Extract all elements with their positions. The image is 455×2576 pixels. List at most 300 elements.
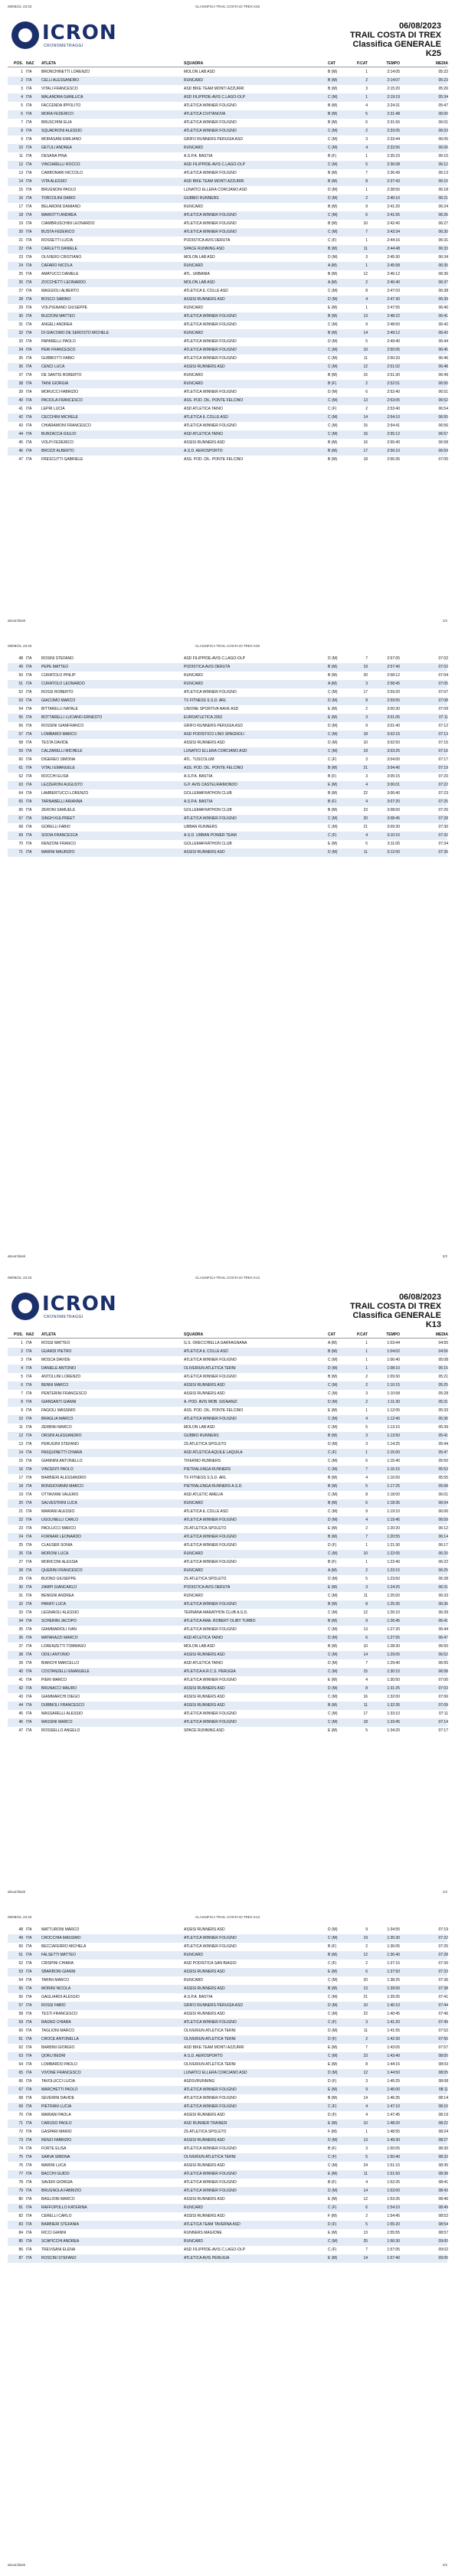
squadra-cell: ATLETICA AMA. ROBERT OLIBY TURBO bbox=[184, 1619, 256, 1623]
pos-cell: 21 bbox=[18, 1509, 23, 1514]
media-cell: 08:27 bbox=[438, 2138, 448, 2143]
pos-cell: 68 bbox=[18, 825, 23, 829]
tempo-cell: 1:35:30 bbox=[387, 1936, 400, 1940]
squadra-cell: ATLETICA WINNER FOLIGNO bbox=[184, 103, 237, 108]
naz-cell: ITA bbox=[26, 1358, 32, 1362]
squadra-cell: ASSISI RUNNERS ASD bbox=[184, 2138, 225, 2143]
pos-cell: 63 bbox=[18, 2054, 23, 2058]
tempo-cell: 1:10:58 bbox=[387, 1391, 400, 1396]
naz-cell: ITA bbox=[26, 2104, 32, 2109]
column-header bbox=[8, 61, 447, 67]
cat-cell: A (M) bbox=[328, 1568, 337, 1573]
squadra-cell: ASSISI RUNNERS ASD bbox=[184, 1686, 225, 1691]
pos-cell: 61 bbox=[18, 2037, 23, 2042]
squadra-cell: ASS. POD. DIL. PONTE FELCINO bbox=[184, 766, 244, 770]
atleta-cell: DI GIACOMO DE SEROSTO MICHELE bbox=[41, 331, 110, 335]
atleta-cell: QUERINI FRANCESCO bbox=[41, 1568, 83, 1573]
atleta-cell: BUZZONI MATTEO bbox=[41, 314, 75, 319]
pcat-cell: 8 bbox=[365, 1602, 368, 1607]
pcat-cell: 4 bbox=[365, 799, 368, 804]
table-row bbox=[8, 1533, 447, 1541]
media-cell: 06:57 bbox=[438, 432, 448, 436]
pos-cell: 4 bbox=[21, 95, 23, 100]
cat-cell: B (F) bbox=[328, 2180, 337, 2185]
race-distance: K25 bbox=[425, 49, 441, 58]
naz-cell: ITA bbox=[26, 2062, 32, 2067]
pcat-cell: 8 bbox=[365, 1492, 368, 1497]
naz-cell: ITA bbox=[26, 1644, 32, 1649]
naz-cell: ITA bbox=[26, 1560, 32, 1564]
media-cell: 08:57 bbox=[438, 2231, 448, 2235]
table-row bbox=[8, 2069, 447, 2077]
pcat-cell: 10 bbox=[363, 2121, 368, 2126]
squadra-cell: ATLETICA WINNER FOLIGNO bbox=[184, 1358, 237, 1362]
tempo-cell: 2:56:35 bbox=[387, 457, 400, 462]
squadra-cell: A.S.P.A. BASTIA bbox=[184, 799, 213, 804]
media-cell: 06:34 bbox=[438, 255, 448, 260]
atleta-cell: BOSCO SABINO bbox=[41, 297, 71, 302]
table-row bbox=[8, 380, 447, 388]
naz-cell: ITA bbox=[26, 1703, 32, 1708]
media-cell: 08:14 bbox=[438, 2096, 448, 2100]
tempo-cell: 1:36:05 bbox=[387, 1944, 400, 1949]
tempo-cell: 1:50:05 bbox=[387, 2146, 400, 2151]
tempo-cell: 2:43:34 bbox=[387, 230, 400, 234]
naz-cell: ITA bbox=[26, 1686, 32, 1691]
pcat-cell: 1 bbox=[365, 1450, 368, 1455]
cat-cell: D (F) bbox=[328, 2037, 337, 2042]
squadra-cell: MOLON LAB ASD bbox=[184, 70, 215, 74]
tempo-cell: 2:33:05 bbox=[387, 129, 400, 133]
pos-cell: 5 bbox=[21, 103, 23, 108]
tempo-cell: 2:38:56 bbox=[387, 188, 400, 192]
pos-cell: 25 bbox=[18, 272, 23, 276]
table-row bbox=[8, 1710, 447, 1718]
media-cell: 07:14 bbox=[438, 1720, 448, 1724]
cat-cell: D (M) bbox=[328, 724, 338, 728]
atleta-cell: GIAMMARCHI DIEGO bbox=[41, 1695, 80, 1699]
atleta-cell: DIGEREO SIMONA bbox=[41, 757, 76, 762]
naz-cell: ITA bbox=[26, 1636, 32, 1640]
pos-cell: 64 bbox=[18, 2062, 23, 2067]
pos-cell: 19 bbox=[18, 221, 23, 226]
media-cell: 07:07 bbox=[438, 690, 448, 695]
cat-cell: C (M) bbox=[328, 1417, 338, 1421]
tempo-cell: 3:05:15 bbox=[387, 774, 400, 779]
tempo-cell: 3:08:45 bbox=[387, 816, 400, 821]
tempo-cell: 1:53:00 bbox=[387, 2189, 400, 2193]
pcat-cell: 2 bbox=[365, 129, 368, 133]
media-cell: 05:44 bbox=[438, 1442, 448, 1447]
pcat-cell: 16 bbox=[363, 1695, 368, 1699]
squadra-cell: RUNCARD bbox=[184, 1594, 203, 1598]
squadra-cell: RUNCARD bbox=[184, 2205, 203, 2210]
atleta-cell: LAMBERTUCCI LORENZO bbox=[41, 791, 89, 796]
pcat-cell: 1 bbox=[365, 306, 368, 310]
pos-cell: 24 bbox=[18, 1535, 23, 1539]
pos-cell: 48 bbox=[18, 656, 23, 661]
table-row bbox=[8, 1993, 447, 2002]
tempo-cell: 3:01:40 bbox=[387, 724, 400, 728]
atleta-cell: SBARBONI GIANNI bbox=[41, 1970, 76, 1974]
pos-cell: 37 bbox=[18, 1644, 23, 1649]
naz-cell: ITA bbox=[26, 1501, 32, 1505]
tempo-cell: 1:34:55 bbox=[387, 1927, 400, 1932]
tempo-cell: 2:52:40 bbox=[387, 390, 400, 394]
cat-cell: E (M) bbox=[328, 1526, 338, 1531]
tempo-cell: 2:47:30 bbox=[387, 297, 400, 302]
table-row bbox=[8, 705, 447, 714]
pos-cell: 28 bbox=[18, 297, 23, 302]
cat-cell: C (M) bbox=[328, 749, 338, 754]
media-cell: 05:26 bbox=[438, 87, 448, 91]
table-row bbox=[8, 739, 447, 747]
atleta-cell: PERUGINI STEFANO bbox=[41, 1442, 79, 1447]
squadra-cell: ATLETICA WINNER FOLIGNO bbox=[184, 213, 237, 217]
pos-cell: 42 bbox=[18, 1686, 23, 1691]
pcat-cell: 15 bbox=[363, 373, 368, 378]
pos-cell: 61 bbox=[18, 766, 23, 770]
squadra-cell: ATLETICA WINNER FOLIGNO bbox=[184, 348, 237, 352]
pos-cell: 30 bbox=[18, 314, 23, 319]
naz-cell: ITA bbox=[26, 1484, 32, 1489]
atleta-cell: UGOLINELLI CARLO bbox=[41, 1518, 79, 1522]
table-row bbox=[8, 2077, 447, 2086]
atleta-cell: CARBONARI NICCOLO bbox=[41, 171, 83, 175]
naz-cell: ITA bbox=[26, 289, 32, 293]
tempo-cell: 3:06:01 bbox=[387, 783, 400, 787]
cat-cell: D (F) bbox=[328, 2079, 337, 2084]
table-row bbox=[8, 798, 447, 806]
atleta-cell: VINCENTI PAOLO bbox=[41, 1467, 74, 1472]
cat-cell: C (M) bbox=[328, 1652, 338, 1657]
tempo-cell: 2:36:08 bbox=[387, 162, 400, 167]
squadra-cell: 2S ATLETICA SPOLETO bbox=[184, 1442, 227, 1447]
table-row bbox=[8, 2204, 447, 2212]
atleta-cell: GIACOMO MARCO bbox=[41, 698, 76, 703]
logo-brand: ICRON bbox=[42, 21, 117, 44]
media-cell: 07:00 bbox=[438, 1678, 448, 1682]
naz-cell: ITA bbox=[26, 162, 32, 167]
naz-cell: ITA bbox=[26, 196, 32, 201]
media-cell: 08:33 bbox=[438, 2155, 448, 2159]
pos-cell: 31 bbox=[18, 322, 23, 327]
naz-cell: ITA bbox=[26, 682, 32, 686]
media-cell: 07:20 bbox=[438, 774, 448, 779]
pcat-cell: 6 bbox=[365, 390, 368, 394]
tempo-cell: 2:56:10 bbox=[387, 449, 400, 453]
squadra-cell: ASD BIKE TEAM MONTI AZZURRI bbox=[184, 179, 244, 184]
squadra-cell: ATLETICA WINNER FOLIGNO bbox=[184, 2180, 237, 2185]
atleta-cell: MORASANI EMILIANO bbox=[41, 137, 81, 142]
squadra-cell: SPACE RUNNING ASD bbox=[184, 247, 224, 251]
table-row bbox=[8, 1348, 447, 1356]
tempo-cell: 1:36:40 bbox=[387, 1953, 400, 1957]
tempo-cell: 1:23:15 bbox=[387, 1568, 400, 1573]
cat-cell: B (M) bbox=[328, 440, 338, 445]
tempo-cell: 1:37:15 bbox=[387, 1961, 400, 1966]
tempo-cell: 1:42:30 bbox=[387, 2037, 400, 2042]
tempo-cell: 2:49:40 bbox=[387, 339, 400, 344]
pcat-cell: 5 bbox=[365, 1577, 368, 1581]
cat-cell: B (M) bbox=[328, 1619, 338, 1623]
tempo-cell: 3:12:00 bbox=[387, 850, 400, 855]
tempo-cell: 2:33:56 bbox=[387, 145, 400, 150]
naz-cell: ITA bbox=[26, 1661, 32, 1666]
media-cell: 05:39 bbox=[438, 1425, 448, 1430]
pcat-cell: 7 bbox=[365, 1467, 368, 1472]
media-cell: 05:21 bbox=[438, 1375, 448, 1379]
naz-cell: ITA bbox=[26, 2247, 32, 2252]
pos-cell: 55 bbox=[18, 715, 23, 720]
naz-cell: ITA bbox=[26, 129, 32, 133]
media-cell: 06:13 bbox=[438, 171, 448, 175]
naz-cell: ITA bbox=[26, 1526, 32, 1531]
squadra-cell: SPACE RUNNING ASD bbox=[184, 1728, 224, 1733]
cat-cell: E (M) bbox=[328, 2045, 338, 2050]
media-cell: 05:47 bbox=[438, 103, 448, 108]
squadra-cell: G.S. ORECCHIELLA GARFAGNANA bbox=[184, 1341, 247, 1345]
naz-cell: ITA bbox=[26, 440, 32, 445]
table-row bbox=[8, 2128, 447, 2136]
cat-cell: B (M) bbox=[328, 120, 338, 125]
pos-cell: 13 bbox=[18, 171, 23, 175]
naz-cell: ITA bbox=[26, 449, 32, 453]
naz-cell: ITA bbox=[26, 757, 32, 762]
atleta-cell: CAFARO NICOLA bbox=[41, 263, 73, 268]
media-cell: 05:23 bbox=[438, 78, 448, 83]
pcat-cell: 14 bbox=[363, 2189, 368, 2193]
cat-cell: C (M) bbox=[328, 348, 338, 352]
atleta-cell: SEVERINI DAVIDE bbox=[41, 2096, 74, 2100]
pcat-cell: 3 bbox=[365, 2146, 368, 2151]
tempo-cell: 1:46:35 bbox=[387, 2096, 400, 2100]
atleta-cell: FAGIOLI MASSIMO bbox=[41, 1408, 76, 1413]
atleta-cell: FRESCUTTI GABRIELE bbox=[41, 457, 83, 462]
pcat-cell: 25 bbox=[363, 2239, 368, 2244]
tempo-cell: 1:49:30 bbox=[387, 2138, 400, 2143]
squadra-cell: OLIVERIUN ATLETICA TERNI bbox=[184, 2062, 236, 2067]
squadra-cell: ATLETICA WINNER FOLIGNO bbox=[184, 1560, 237, 1564]
media-cell: 09:05 bbox=[438, 2256, 448, 2261]
media-cell: 06:01 bbox=[438, 1492, 448, 1497]
pcat-cell: 14 bbox=[363, 2096, 368, 2100]
tempo-cell: 1:26:10 bbox=[387, 1610, 400, 1615]
results-table bbox=[8, 655, 447, 857]
squadra-cell: ASSISI RUNNERS ASD bbox=[184, 1383, 225, 1388]
atleta-cell: BENNI MARCO bbox=[41, 1383, 69, 1388]
pos-cell: 51 bbox=[18, 682, 23, 686]
naz-cell: ITA bbox=[26, 95, 32, 100]
naz-cell: ITA bbox=[26, 1535, 32, 1539]
squadra-cell: ASSISI RUNNERS ASD bbox=[184, 2214, 225, 2218]
atleta-cell: ROSCINI STEFANO bbox=[41, 2256, 77, 2261]
naz-cell: ITA bbox=[26, 272, 32, 276]
tempo-cell: 1:19:45 bbox=[387, 1518, 400, 1522]
naz-cell: ITA bbox=[26, 1577, 32, 1581]
naz-cell: ITA bbox=[26, 103, 32, 108]
cat-cell: C (F) bbox=[328, 2020, 337, 2025]
pos-cell: 45 bbox=[18, 1711, 23, 1716]
atleta-cell: LEPRI LUCIA bbox=[41, 407, 65, 411]
pos-cell: 6 bbox=[21, 1383, 23, 1388]
atleta-cell: SCHERINI JACOPO bbox=[41, 1619, 77, 1623]
media-cell: 05:53 bbox=[438, 1467, 448, 1472]
squadra-cell: ATLETICA WINNER FOLIGNO bbox=[184, 171, 237, 175]
cat-cell: C (M) bbox=[328, 1467, 338, 1472]
media-cell: 08:03 bbox=[438, 2062, 448, 2067]
squadra-cell: ASSISI RUNNERS ASD bbox=[184, 1391, 225, 1396]
pos-cell: 23 bbox=[18, 255, 23, 260]
squadra-cell: ASD BIKE TEAM MONTI AZZURRI bbox=[184, 2045, 244, 2050]
atleta-cell: CECCHINI MICHELE bbox=[41, 415, 78, 420]
table-row bbox=[8, 1365, 447, 1373]
table-row bbox=[8, 1432, 447, 1440]
pos-cell: 40 bbox=[18, 398, 23, 403]
naz-cell: ITA bbox=[26, 2163, 32, 2168]
pos-cell: 26 bbox=[18, 280, 23, 285]
cat-cell: C (M) bbox=[328, 137, 338, 142]
table-row bbox=[8, 2212, 447, 2221]
cat-cell: D (M) bbox=[328, 656, 338, 661]
atleta-cell: FORTE ELISA bbox=[41, 2146, 67, 2151]
atleta-cell: CELLI ALESSANDRO bbox=[41, 78, 80, 83]
media-cell: 05:31 bbox=[438, 1400, 448, 1404]
atleta-cell: OTTAVIANI VALERIO bbox=[41, 1492, 79, 1497]
naz-cell: ITA bbox=[26, 2231, 32, 2235]
tempo-cell: 1:18:00 bbox=[387, 1492, 400, 1497]
table-row bbox=[8, 1643, 447, 1651]
naz-cell: ITA bbox=[26, 707, 32, 711]
print-title: CLASSIFICA TRAIL COSTA DI TREX K13 bbox=[195, 1915, 260, 1919]
pos-cell: 24 bbox=[18, 263, 23, 268]
naz-cell: ITA bbox=[26, 280, 32, 285]
atleta-cell: BRUNACCI MAURO bbox=[41, 1686, 77, 1691]
cat-cell: C (M) bbox=[328, 213, 338, 217]
pos-cell: 38 bbox=[18, 381, 23, 386]
table-row bbox=[8, 2044, 447, 2052]
table-row bbox=[8, 1951, 447, 1960]
atleta-cell: FORNARI LEONARDO bbox=[41, 1535, 81, 1539]
tempo-cell: 1:30:15 bbox=[387, 1669, 400, 1674]
pcat-cell: 22 bbox=[363, 2012, 368, 2016]
media-cell: 05:15 bbox=[438, 1366, 448, 1371]
squadra-cell: RUNNERS MAGIONE bbox=[184, 2231, 222, 2235]
cat-cell: C (M) bbox=[328, 1610, 338, 1615]
cat-cell: B (M) bbox=[328, 247, 338, 251]
tempo-cell: 1:12:05 bbox=[387, 1408, 400, 1413]
naz-cell: ITA bbox=[26, 2138, 32, 2143]
pos-cell: 59 bbox=[18, 2020, 23, 2025]
pos-cell: 20 bbox=[18, 230, 23, 234]
table-row bbox=[8, 186, 447, 195]
squadra-cell: LUNATICI ELLERA CORCIANO ASD bbox=[184, 188, 247, 192]
atleta-cell: CROCE ANTONELLA bbox=[41, 2037, 79, 2042]
pcat-cell: 3 bbox=[365, 757, 368, 762]
cat-cell: D (F) bbox=[328, 2222, 337, 2227]
tempo-cell: 2:47:03 bbox=[387, 289, 400, 293]
pos-cell: 81 bbox=[18, 2205, 23, 2210]
tempo-cell: 1:34:20 bbox=[387, 1728, 400, 1733]
squadra-cell: RUNCARD bbox=[184, 331, 203, 335]
pcat-cell: 2 bbox=[365, 196, 368, 201]
cat-cell: B (M) bbox=[328, 171, 338, 175]
tempo-cell: 1:39:00 bbox=[387, 1986, 400, 1991]
atleta-cell: GAGLIARDI ALESSIO bbox=[41, 1995, 80, 1999]
cat-cell: D (M) bbox=[328, 1636, 338, 1640]
media-cell: 06:50 bbox=[438, 381, 448, 386]
table-row bbox=[8, 296, 447, 304]
col-atleta: ATLETA bbox=[41, 61, 56, 66]
media-cell: 08:49 bbox=[438, 2205, 448, 2210]
tempo-cell: 1:44:15 bbox=[387, 2062, 400, 2067]
pos-cell: 50 bbox=[18, 673, 23, 678]
naz-cell: ITA bbox=[26, 247, 32, 251]
squadra-cell: RUNCARD bbox=[184, 263, 203, 268]
atleta-cell: VINCIARELLI ROCCO bbox=[41, 162, 80, 167]
table-row bbox=[8, 1592, 447, 1600]
cat-cell: E (M) bbox=[328, 1970, 338, 1974]
tempo-cell: 2:54:41 bbox=[387, 423, 400, 428]
tempo-cell: 2:58:45 bbox=[387, 682, 400, 686]
pcat-cell: 15 bbox=[363, 423, 368, 428]
pos-cell: 9 bbox=[21, 137, 23, 142]
pcat-cell: 2 bbox=[365, 1526, 368, 1531]
media-cell: 07:11 bbox=[438, 715, 448, 720]
atleta-cell: MOSCA DAVIDE bbox=[41, 1358, 70, 1362]
media-cell: 05:22 bbox=[438, 70, 448, 74]
pos-cell: 65 bbox=[18, 799, 23, 804]
cat-cell: D (M) bbox=[328, 1442, 338, 1447]
media-cell: 07:28 bbox=[438, 1953, 448, 1957]
pcat-cell: 1 bbox=[365, 188, 368, 192]
table-row bbox=[8, 1373, 447, 1381]
tempo-cell: 3:00:30 bbox=[387, 707, 400, 711]
tempo-cell: 2:48:50 bbox=[387, 322, 400, 327]
pos-cell: 51 bbox=[18, 1953, 23, 1957]
squadra-cell: ATLETICA WINNER FOLIGNO bbox=[184, 339, 237, 344]
cat-cell: B (F) bbox=[328, 1944, 337, 1949]
atleta-cell: MARIANI ALESSIO bbox=[41, 1509, 75, 1514]
squadra-cell: EUROATLETICA 2002 bbox=[184, 715, 223, 720]
media-cell: 07:33 bbox=[438, 1970, 448, 1974]
squadra-cell: ATLETICA WINNER FOLIGNO bbox=[184, 390, 237, 394]
media-cell: 06:43 bbox=[438, 331, 448, 335]
pcat-cell: 3 bbox=[365, 137, 368, 142]
pos-cell: 15 bbox=[18, 188, 23, 192]
table-row bbox=[8, 1934, 447, 1943]
pos-cell: 73 bbox=[18, 2138, 23, 2143]
cat-cell: D (M) bbox=[328, 2003, 338, 2008]
media-cell: 07:44 bbox=[438, 2003, 448, 2008]
tempo-cell: 1:40:45 bbox=[387, 2012, 400, 2016]
squadra-cell: ATLETICA CIVITANOVA bbox=[184, 112, 226, 116]
media-cell: 06:49 bbox=[438, 373, 448, 378]
pcat-cell: 14 bbox=[363, 415, 368, 420]
pos-cell: 58 bbox=[18, 2012, 23, 2016]
print-url: about:blank bbox=[8, 1254, 26, 1258]
race-date: 06/08/2023 bbox=[398, 1293, 441, 1302]
pos-cell: 34 bbox=[18, 348, 23, 352]
table-row bbox=[8, 1634, 447, 1643]
atleta-cell: VITA ALESSIO bbox=[41, 179, 67, 184]
pos-cell: 50 bbox=[18, 1944, 23, 1949]
table-row bbox=[8, 1381, 447, 1390]
squadra-cell: ATLETICA WINNER FOLIGNO bbox=[184, 690, 237, 695]
atleta-cell: VIVONE FRANCESCO bbox=[41, 2071, 81, 2075]
media-cell: 07:11 bbox=[438, 1711, 448, 1716]
tempo-cell: 1:13:15 bbox=[387, 1425, 400, 1430]
